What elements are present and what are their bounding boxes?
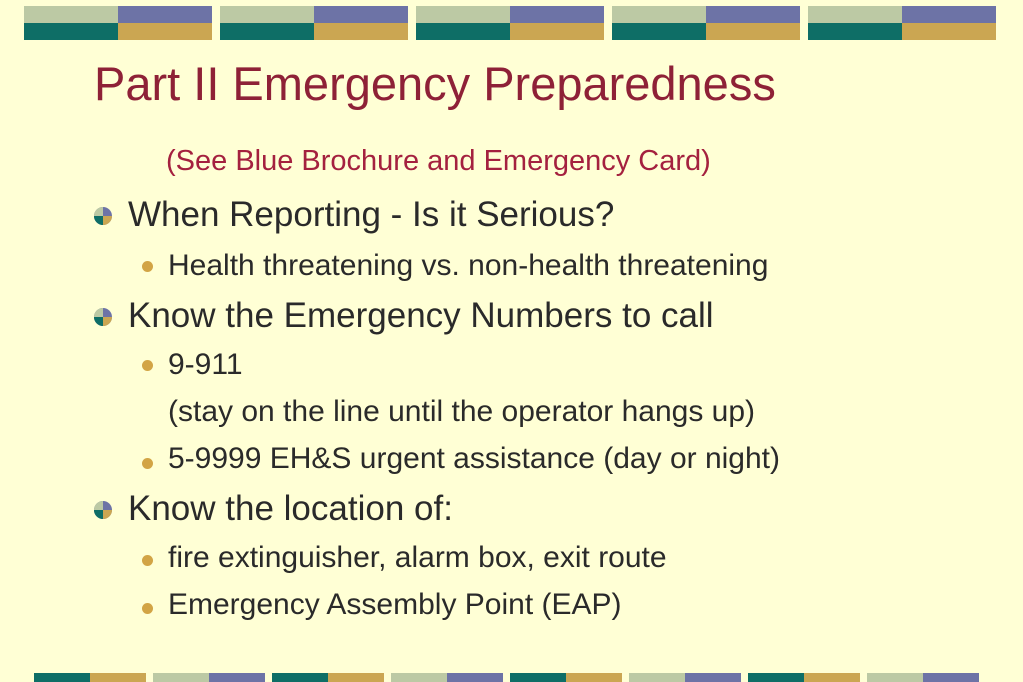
bullet-dot-icon [142,261,153,272]
sub-bullet-item: 9-911 [168,348,243,381]
sub-bullet-item: fire extinguisher, alarm box, exit route [168,541,667,574]
bullet-dot-icon [142,603,153,614]
quadrant-bullet-icon [93,206,113,226]
bullet-item: When Reporting - Is it Serious? [128,195,615,234]
bullet-dot-icon [142,458,153,469]
top-band-block [808,6,996,40]
bullet-item: Know the Emergency Numbers to call [128,296,714,335]
top-band-block [24,6,212,40]
sub-bullet-item: Emergency Assembly Point (EAP) [168,588,622,621]
top-band-block [416,6,604,40]
top-decorative-band [0,6,1023,42]
bullet-dot-icon [142,555,153,566]
sub-bullet-item: Health threatening vs. non-health threatening [168,249,769,282]
slide-subtitle: (See Blue Brochure and Emergency Card) [166,145,711,177]
slide-title: Part II Emergency Preparedness [94,57,776,110]
quadrant-bullet-icon [93,500,113,520]
bullet-dot-icon [142,360,153,371]
sub-bullet-continuation: (stay on the line until the operator hangs up) [168,395,756,428]
quadrant-bullet-icon [93,307,113,327]
bullet-item: Know the location of: [128,489,453,528]
bottom-decorative-band [0,673,1023,682]
top-band-block [612,6,800,40]
sub-bullet-item: 5-9999 EH&S urgent assistance (day or night) [168,442,780,475]
top-band-block [220,6,408,40]
